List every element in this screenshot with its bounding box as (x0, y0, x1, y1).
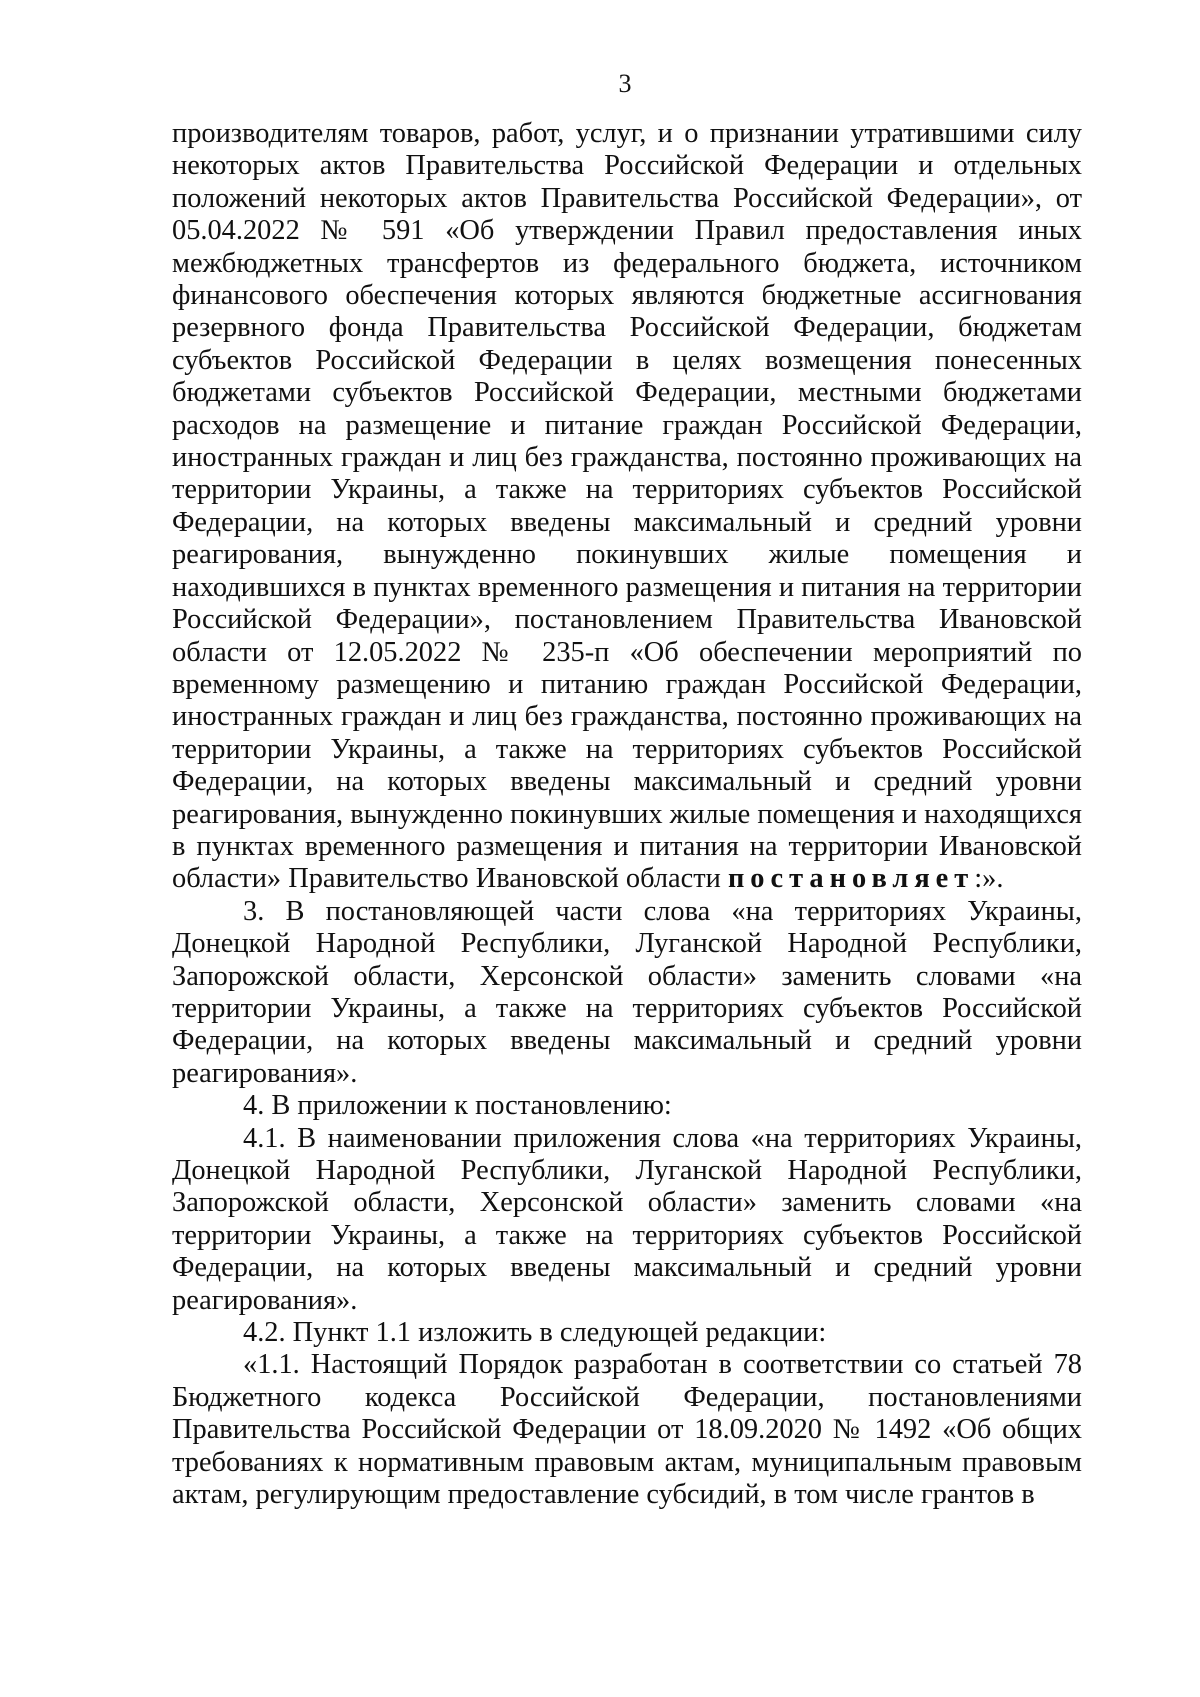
paragraph-text: производителям товаров, работ, услуг, и о признании утратившими силу некоторых актов Правительства Российской Федерации и отдельных положений некоторых актов Правительства Российской Федерации», от 05.04.2022 № 591 «Об утверждении Правил предоставления иных межбюджетных трансфертов из федерального бюджета, источником финансового обеспечения которых являются бюджетные ассигнования резервного фонда Правительства Российской Федерации, бюджетам субъектов Российской Федерации в целях возмещения понесенных бюджетами субъектов Российской Федерации, местными бюджетами расходов на размещение и питание граждан Российской Федерации, иностранных граждан и лиц без гражданства, постоянно проживающих на территории Украины, а также на территориях субъектов Российской Федерации, на которых введены максимальный и средний уровни реагирования, вынужденно покинувших жилые помещения и находившихся в пунктах временного размещения и питания на территории Российской Федерации», постановлением Правительства Ивановской области от 12.05.2022 № 235-п «Об обеспечении мероприятий по временному размещению и питанию граждан Российской Федерации, иностранных граждан и лиц без гражданства, постоянно проживающих на территории Украины, а также на территориях субъектов Российской Федерации, на которых введены максимальный и средний уровни реагирования, вынужденно покинувших жилые помещения и находящихся в пунктах временного размещения и питания на территории Ивановской области» Правительство Ивановской области (172, 118, 1082, 895)
paragraph-item-4-2: 4.2. Пункт 1.1 изложить в следующей редакции: (243, 1317, 827, 1349)
paragraph-tail: :». (974, 863, 1004, 895)
paragraph-item-1-1: «1.1. Настоящий Порядок разработан в соответствии со статьей 78 Бюджетного кодекса Российской Федерации, постановлениями Правительства Российской Федерации от 18.09.2020 № 1492 «Об общих требованиях к нормативным правовым актам, муниципальным правовым актам, регулирующим предоставление субсидий, в том числе грантов в (172, 1349, 1082, 1511)
page-number: 3 (618, 69, 632, 98)
paragraph-item-4: 4. В приложении к постановлению: (243, 1090, 672, 1122)
paragraph-item-4-1: 4.1. В наименовании приложения слова «на территориях Украины, Донецкой Народной Республики, Луганской Народной Республики, Запорожской области, Херсонской области» заменить словами «на территории Украины, а также на территориях субъектов Российской Федерации, на которых введены максимальный и средний уровни реагирования». (172, 1122, 1082, 1316)
document-body (172, 118, 1082, 1511)
resolution-keyword: постановляет (727, 863, 975, 895)
paragraph-continuation (172, 118, 1082, 896)
paragraph-item-3: 3. В постановляющей части слова «на территориях Украины, Донецкой Народной Республики, Луганской Народной Республики, Запорожской области, Херсонской области» заменить словами «на территории Украины, а также на территориях субъектов Российской Федерации, на которых введены максимальный и средний уровни реагирования». (172, 895, 1082, 1089)
